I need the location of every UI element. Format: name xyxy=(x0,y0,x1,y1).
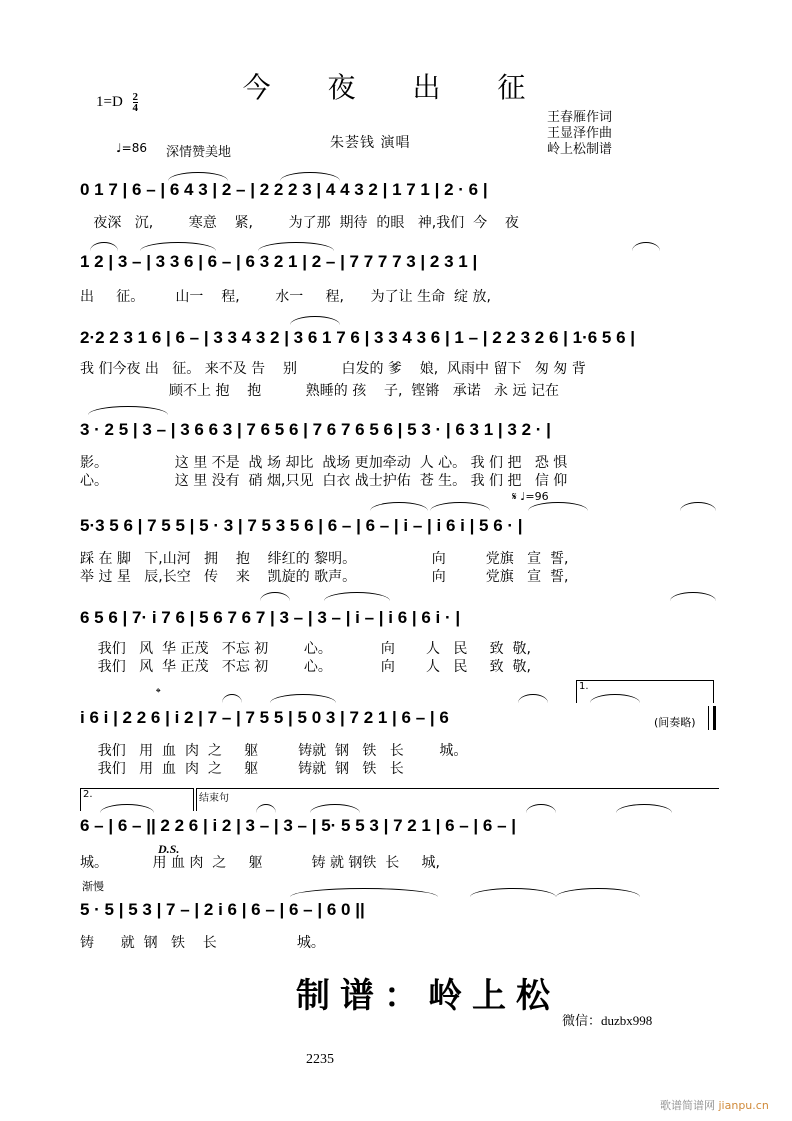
tempo-marking: ♩=86 xyxy=(116,141,147,155)
notation: 5 · 5 | 5 3 | 7 – | 2 i 6 | 6 – | 6 – | 6 0 || xyxy=(80,900,365,919)
lyrics-verse-1: 踩 在 脚 下,山河 拥 抱 绯红的 黎明。 向 党旗 宣 誓, xyxy=(80,551,569,567)
slur xyxy=(528,502,588,511)
score-line-3 xyxy=(80,312,716,404)
score-line-9 xyxy=(80,876,716,960)
tie xyxy=(370,502,428,511)
notation: 0 1 7 | 6 – | 6 4 3 | 2 – | 2 2 2 3 | 4 4 3 2 | 1 7 1 | 2 · 6 | xyxy=(80,180,488,199)
slur xyxy=(632,242,660,251)
transcriber-signature: 制谱：岭上松 xyxy=(296,976,560,1016)
tie xyxy=(556,888,640,897)
expression-marking: 深情赞美地 xyxy=(166,145,232,160)
tie xyxy=(430,502,490,511)
lyrics-verse-1: 我们 用 血 肉 之 躯 铸就 钢 铁 长 城。 xyxy=(80,743,468,759)
score-line-2 xyxy=(80,238,716,310)
score-line-8 xyxy=(80,786,716,872)
score-line-1 xyxy=(80,168,716,238)
lyrics-verse-1: 城。 用 血 肉 之 躯 铸 就 钢铁 长 城, xyxy=(80,855,441,871)
score-line-7 xyxy=(80,678,716,778)
lyrics-verse-1: 我 们今夜 出 征。 来不及 告 别 白发的 爹 娘, 风雨中 留下 匆 匆 背 xyxy=(80,361,586,377)
notation: i 6 i | 2 2 6 | i 2 | 7 – | 7 5 5 | 5 0 3 | 7 2 1 | 6 – | 6 xyxy=(80,708,449,727)
coda-icon: 𝄌 xyxy=(156,686,161,701)
lyrics-verse-1: 影。 这 里 不是 战 场 却比 战场 更加牵动 人 心。 我 们 把 恐 惧 xyxy=(80,455,568,471)
composer-credit: 王显泽作曲 xyxy=(547,126,613,141)
transcriber-credit: 岭上松制谱 xyxy=(547,142,613,157)
ritardando-marking: 渐慢 xyxy=(82,880,104,893)
tie xyxy=(470,888,556,897)
notation: 6 – | 6 – || 2 2 6 | i 2 | 3 – | 3 – | 5· 5 5 3 | 7 2 1 | 6 – | 6 – | xyxy=(80,816,517,835)
notation: 1 2 | 3 – | 3 3 6 | 6 – | 6 3 2 1 | 2 – | 7 7 7 7 3 | 2 3 1 | xyxy=(80,252,478,271)
key-signature xyxy=(96,92,138,113)
repeat-barline xyxy=(708,706,716,730)
page-number: 2235 xyxy=(306,1052,334,1067)
credits xyxy=(547,110,612,158)
singer-credit: 朱荟钱 演唱 xyxy=(330,135,411,151)
time-signature xyxy=(133,92,139,113)
tie xyxy=(140,242,216,251)
slur xyxy=(290,316,340,325)
watermark xyxy=(660,1097,769,1113)
lyrics-verse-2: 我们 风 华 正茂 不忘 初 心。 向 人 民 致 敬, xyxy=(80,659,531,675)
time-sig-bottom: 4 xyxy=(132,102,139,114)
ending-label: 结束句 xyxy=(199,793,229,804)
lyrics-verse-2: 顾不上 抱 抱 熟睡的 孩 子, 铿锵 承诺 永 远 记在 xyxy=(80,383,559,399)
lyrics-verse-2: 我们 用 血 肉 之 躯 铸就 钢 铁 长 xyxy=(80,761,404,777)
lyrics-verse-2: 举 过 星 辰,长空 传 来 凯旋的 歌声。 向 党旗 宣 誓, xyxy=(80,569,569,585)
score-line-5 xyxy=(80,490,716,586)
slur xyxy=(90,242,118,251)
lyricist-credit: 王春雁作词 xyxy=(547,110,613,125)
score-line-4 xyxy=(80,404,716,492)
time-sig-top: 2 xyxy=(132,91,139,103)
key-label: 1=D xyxy=(96,93,123,110)
lyrics-verse-1: 铸 就 钢 铁 长 城。 xyxy=(80,935,325,951)
score-line-6 xyxy=(80,590,716,676)
song-title: 今 夜 出 征 xyxy=(242,71,550,104)
lyrics-verse-2: 心。 这 里 没有 硝 烟,只见 白衣 战士护佑 苍 生。 我 们 把 信 仰 xyxy=(80,473,568,489)
tie xyxy=(290,888,438,897)
tie xyxy=(324,592,390,601)
volta-label: 2. xyxy=(83,789,93,800)
tie xyxy=(270,694,336,703)
segno-tempo-change: 𝄋 ♩=96 xyxy=(512,490,549,503)
lyrics-verse-1: 夜深 沉, 寒意 紧, 为了那 期待 的眼 神,我们 今 夜 xyxy=(80,215,519,231)
slur xyxy=(518,694,548,703)
slur xyxy=(222,694,242,703)
wechat-contact: 微信：duzbx998 xyxy=(562,1013,653,1028)
tie xyxy=(88,406,168,415)
notation: 3 · 2 5 | 3 – | 3 6 6 3 | 7 6 5 6 | 7 6 7 6 5 6 | 5 3 · | 6 3 1 | 3 2 · | xyxy=(80,420,551,439)
watermark-site-name: 歌谱简谱网 xyxy=(660,1099,715,1112)
interlude-note: (间奏略) xyxy=(654,716,696,729)
notation: 5·3 5 6 | 7 5 5 | 5 · 3 | 7 5 3 5 6 | 6 – | 6 – | i – | i 6 i | 5 6 · | xyxy=(80,516,523,535)
dal-segno-marking: D.S. xyxy=(158,842,180,856)
tie xyxy=(670,592,716,601)
lyrics-verse-1: 我们 风 华 正茂 不忘 初 心。 向 人 民 致 敬, xyxy=(80,641,531,657)
slur xyxy=(260,592,290,601)
lyrics-verse-1: 出 征。 山一 程, 水一 程, 为了让 生命 绽 放, xyxy=(80,289,491,305)
tie xyxy=(258,242,334,251)
watermark-url: jianpu.cn xyxy=(718,1099,769,1112)
notation: 6 5 6 | 7· i 7 6 | 5 6 7 6 7 | 3 – | 3 – | i – | i 6 | 6 i · | xyxy=(80,608,461,627)
notation: 2·2 2 3 1 6 | 6 – | 3 3 4 3 2 | 3 6 1 7 6 | 3 3 4 3 6 | 1 – | 2 2 3 2 6 | 1·6 5 6 | xyxy=(80,328,636,347)
tie xyxy=(680,502,716,511)
volta-label: 1. xyxy=(579,681,589,692)
